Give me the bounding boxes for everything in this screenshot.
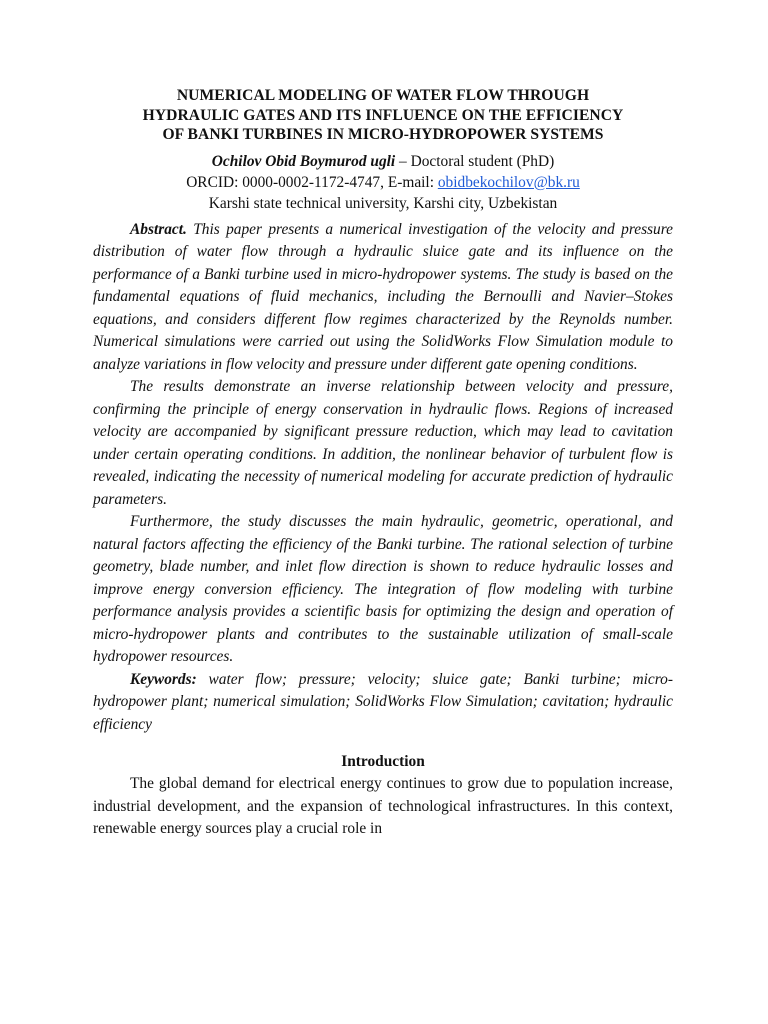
author-block (93, 151, 673, 214)
introduction-paragraph: The global demand for electrical energy continues to grow due to population increase, industrial development, and the expansion of technological infrastructures. In this context, renewable energy sources play a crucial role in (93, 775, 673, 837)
author-separator: – (395, 152, 411, 170)
affiliation: Karshi state technical university, Karshi city, Uzbekistan (208, 194, 558, 212)
keywords-paragraph (93, 669, 673, 737)
abstract-text-1: This paper presents a numerical investigation of the velocity and pressure distribution of water flow through a hydraulic sluice gate and its influence on the performance of a Banki turbine used in micro-hydropower systems. The study is based on the fundamental equations of fluid mechanics, including the Bernoulli and Navier–Stokes equations, and considers different flow regimes characterized by the Reynolds number. Numerical simulations were carried out using the SolidWorks Flow Simulation module to analyze variations in flow velocity and pressure under different gate opening conditions. (93, 220, 673, 373)
title-line-3: OF BANKI TURBINES IN MICRO-HYDROPOWER SYSTEMS (162, 126, 604, 143)
abstract-paragraph-2: The results demonstrate an inverse relationship between velocity and pressure, confirming the principle of energy conservation in hydraulic flows. Regions of increased velocity are accompanied by significant pressure reduction, which may lead to cavitation under certain operating conditions. In addition, the nonlinear behavior of turbulent flow is revealed, indicating the necessity of numerical modeling for accurate prediction of hydraulic parameters. (93, 378, 673, 508)
abstract-label: Abstract. (130, 220, 187, 238)
contact-line (93, 172, 673, 193)
author-name: Ochilov Obid Boymurod ugli (211, 152, 396, 170)
paper-page (93, 86, 673, 841)
author-line (93, 151, 673, 172)
email-link[interactable]: obidbekochilov@bk.ru (437, 173, 580, 191)
abstract-paragraph-1 (93, 219, 673, 377)
title-line-2: HYDRAULIC GATES AND ITS INFLUENCE ON THE EFFICIENCY (142, 106, 624, 124)
orcid-text: ORCID: 0000-0002-1172-4747, E-mail: (186, 173, 438, 191)
keywords-text: water flow; pressure; velocity; sluice gate; Banki turbine; micro-hydropower plant; numerical simulation; SolidWorks Flow Simulation; cavitation; hydraulic efficiency (93, 670, 673, 733)
author-role: Doctoral student (PhD) (410, 152, 555, 170)
title-line-1: NUMERICAL MODELING OF WATER FLOW THROUGH (176, 87, 590, 104)
introduction-heading: Introduction (341, 753, 425, 770)
abstract-section (93, 219, 673, 737)
abstract-paragraph-3: Furthermore, the study discusses the main hydraulic, geometric, operational, and natural factors affecting the efficiency of the Banki turbine. The rational selection of turbine geometry, blade number, and inlet flow direction is shown to reduce hydraulic losses and improve energy conversion efficiency. The integration of flow modeling with turbine performance analysis provides a scientific basis for optimizing the design and operation of micro-hydropower plants and contributes to the sustainable utilization of small-scale hydropower resources. (93, 513, 673, 665)
keywords-label: Keywords: (130, 670, 197, 688)
paper-title (93, 86, 673, 145)
